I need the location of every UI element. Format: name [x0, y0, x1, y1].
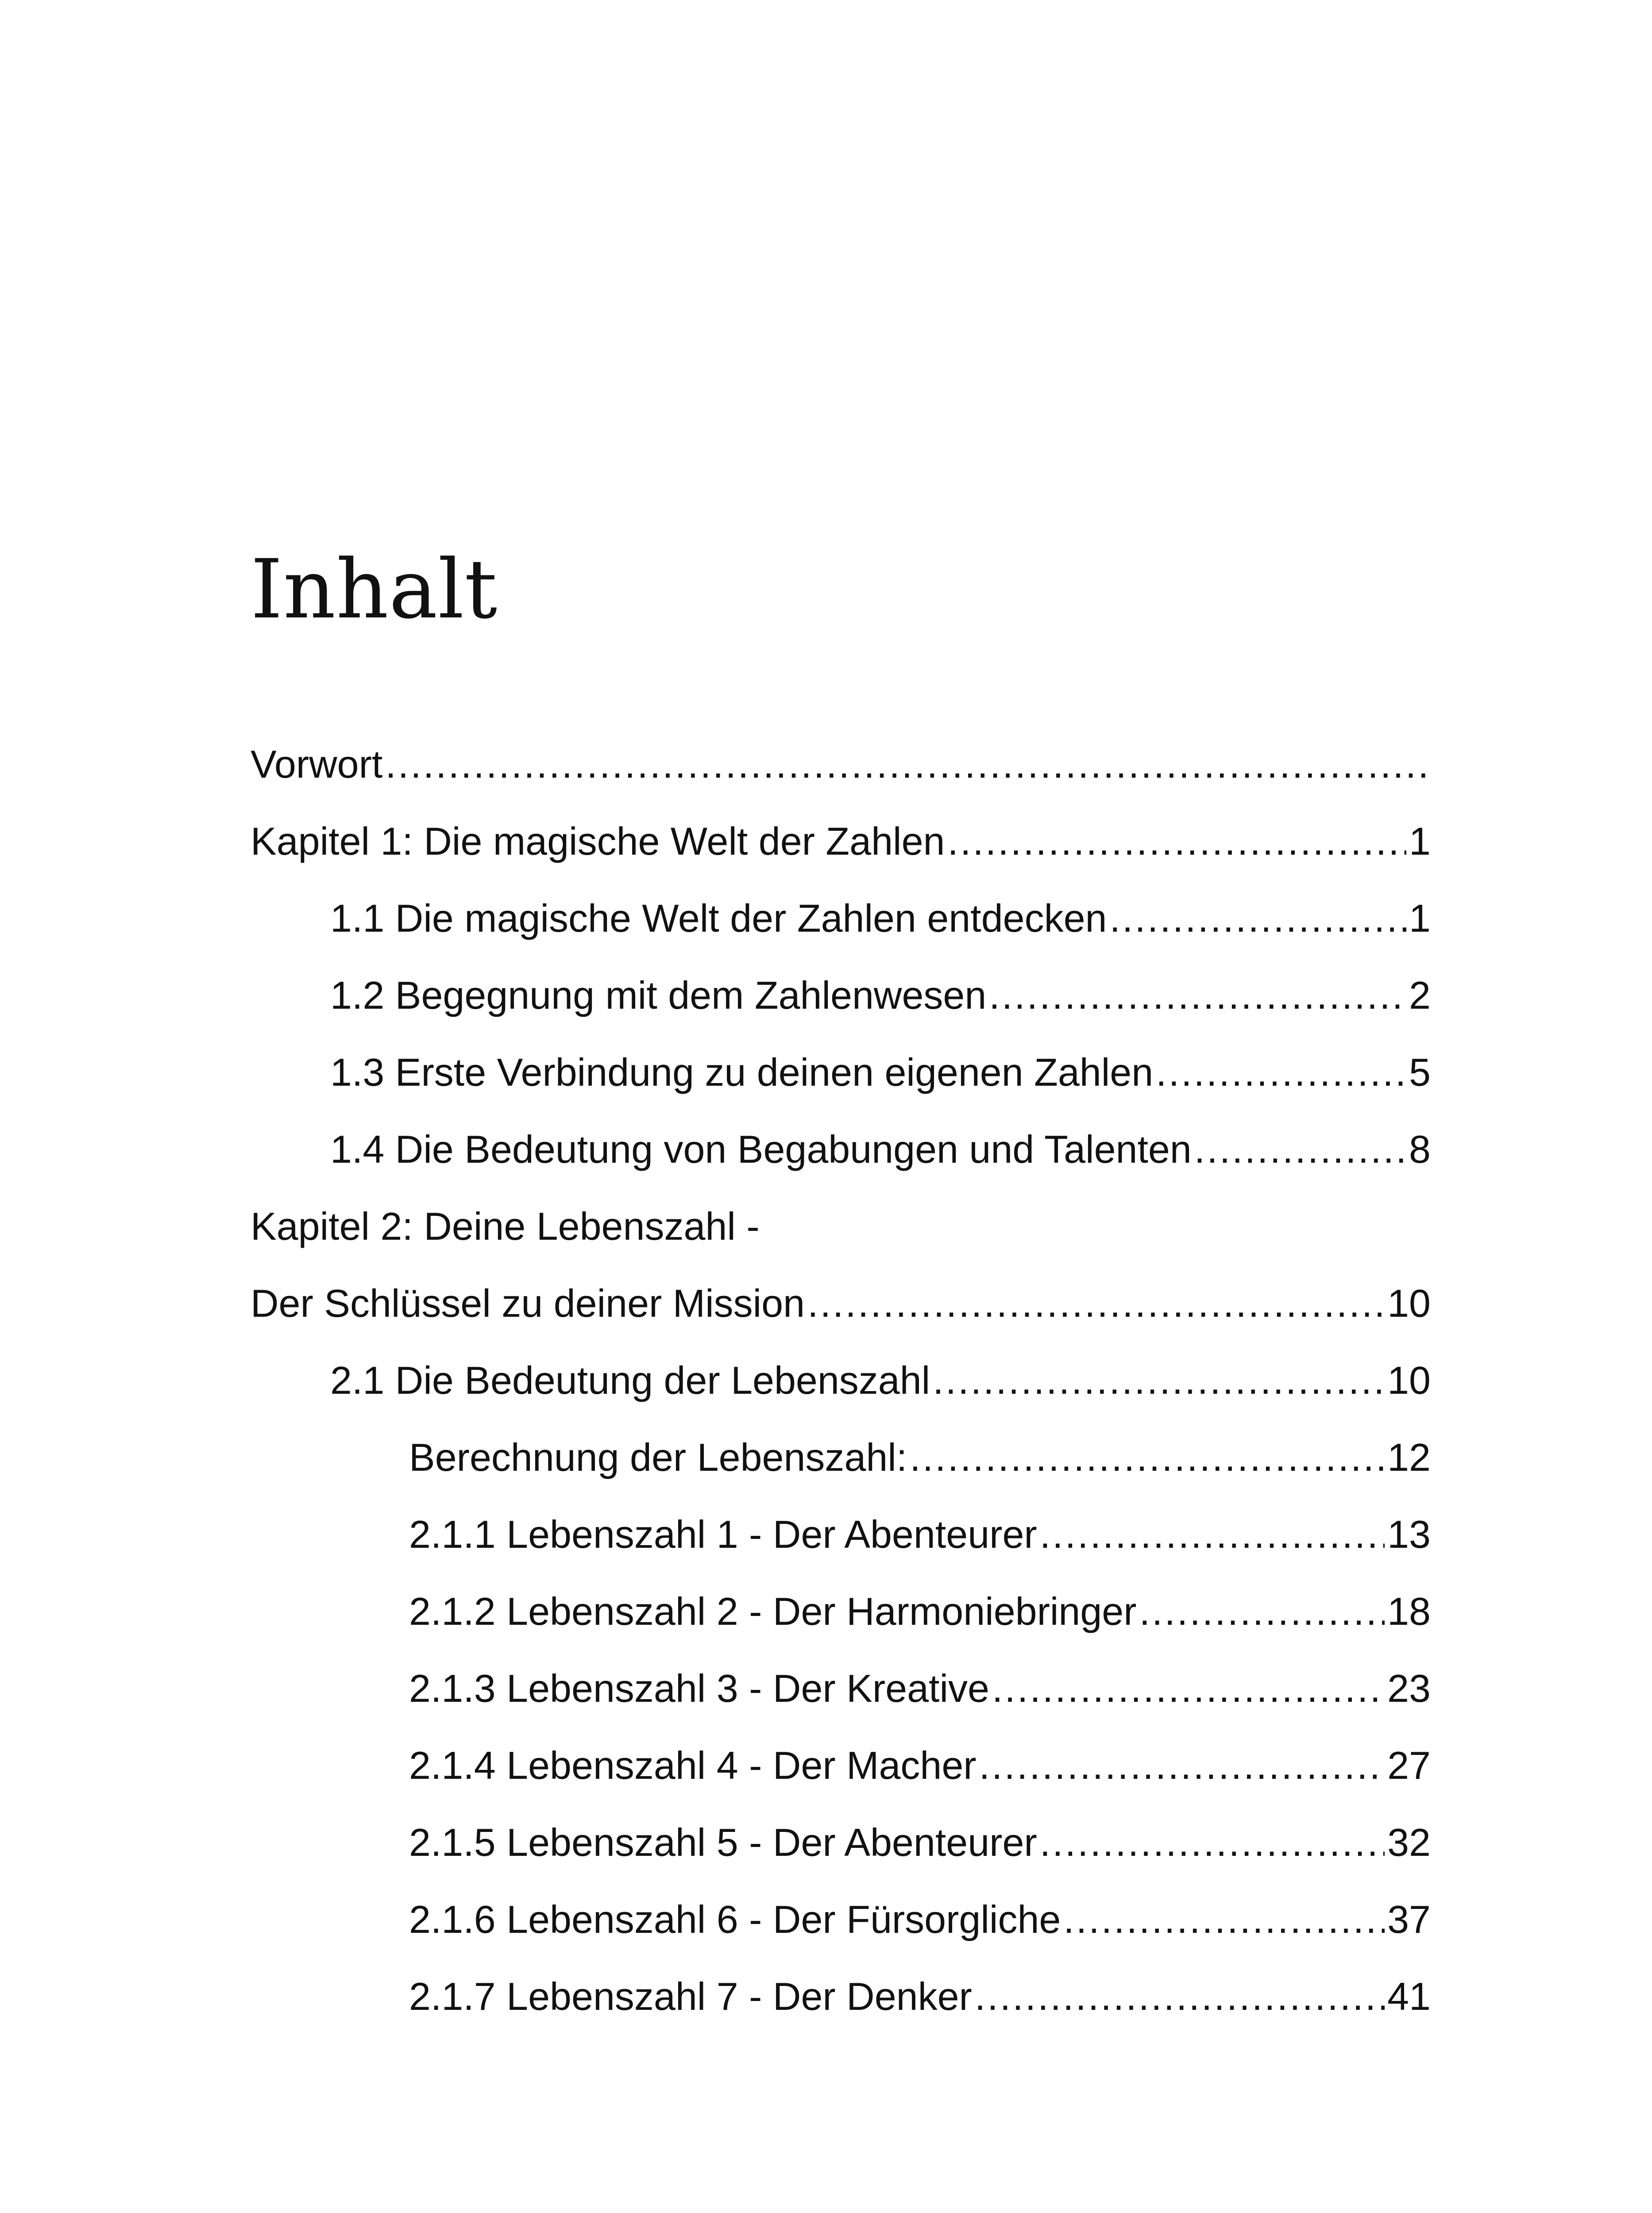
toc-page-number: 23 — [1387, 1666, 1431, 1710]
table-of-contents — [251, 726, 1431, 2035]
toc-entry-text: 1.1 Die magische Welt der Zahlen entdecken — [330, 896, 1107, 940]
toc-entry-2-1-6[interactable] — [251, 1881, 1431, 1958]
toc-page-number: 12 — [1387, 1435, 1431, 1479]
toc-page-number: 41 — [1387, 1974, 1431, 2018]
toc-entry-text: 2.1.7 Lebenszahl 7 - Der Denker — [409, 1974, 972, 2018]
dot-leader — [979, 1727, 1385, 1804]
toc-page-number: 10 — [1387, 1358, 1431, 1402]
dot-leader — [1109, 880, 1406, 957]
dot-leader — [975, 1958, 1385, 2035]
toc-page-number: 2 — [1409, 973, 1431, 1017]
toc-entry-1-3[interactable] — [251, 1034, 1431, 1111]
toc-entry-text: 1.4 Die Bedeutung von Begabungen und Talenten — [330, 1127, 1192, 1171]
toc-entry-text: Berechnung der Lebenszahl: — [409, 1435, 907, 1479]
toc-entry-berechnung[interactable] — [251, 1419, 1431, 1496]
toc-entry-text: 2.1.3 Lebenszahl 3 - Der Kreative — [409, 1666, 989, 1710]
dot-leader — [1156, 1034, 1406, 1111]
dot-leader — [1063, 1881, 1385, 1958]
toc-entry-kapitel-2[interactable] — [251, 1188, 1431, 1342]
toc-entry-text: 2.1 Die Bedeutung der Lebenszahl — [330, 1358, 930, 1402]
toc-entry-text: 2.1.6 Lebenszahl 6 - Der Fürsorgliche — [409, 1897, 1061, 1941]
dot-leader — [807, 1265, 1385, 1342]
dot-leader — [992, 1650, 1385, 1727]
toc-entry-text: Vorwort — [251, 742, 383, 786]
toc-entry-1-1[interactable] — [251, 880, 1431, 957]
toc-entry-2-1-3[interactable] — [251, 1650, 1431, 1727]
toc-entry-vorwort[interactable] — [251, 726, 1431, 803]
toc-entry-1-2[interactable] — [251, 957, 1431, 1034]
toc-entry-2-1-7[interactable] — [251, 1958, 1431, 2035]
dot-leader — [1194, 1111, 1406, 1188]
toc-page-number: 13 — [1387, 1512, 1431, 1556]
toc-page-number: 32 — [1387, 1820, 1431, 1864]
toc-page-number: 1 — [1409, 896, 1431, 940]
toc-page-number: 37 — [1387, 1897, 1431, 1941]
toc-page-number: 1 — [1409, 819, 1431, 863]
toc-entry-2-1-5[interactable] — [251, 1804, 1431, 1881]
toc-entry-text-line1: Kapitel 2: Deine Lebenszahl - — [251, 1204, 760, 1248]
dot-leader — [385, 726, 1428, 803]
toc-entry-text: 1.3 Erste Verbindung zu deinen eigenen Zahlen — [330, 1050, 1154, 1094]
dot-leader — [1040, 1804, 1385, 1881]
dot-leader — [933, 1342, 1385, 1419]
toc-entry-2-1-1[interactable] — [251, 1496, 1431, 1573]
toc-page-number: 10 — [1387, 1281, 1431, 1325]
toc-entry-text: 1.2 Begegnung mit dem Zahlenwesen — [330, 973, 987, 1017]
toc-entry-2-1-2[interactable] — [251, 1573, 1431, 1650]
toc-page-number: 27 — [1387, 1743, 1431, 1787]
toc-page-number: 18 — [1387, 1589, 1431, 1633]
dot-leader — [910, 1419, 1385, 1496]
dot-leader — [1040, 1496, 1385, 1573]
toc-entry-text: 2.1.4 Lebenszahl 4 - Der Macher — [409, 1743, 977, 1787]
toc-page-number: 8 — [1409, 1127, 1431, 1171]
dot-leader — [948, 803, 1407, 880]
toc-page-number: 5 — [1409, 1050, 1431, 1094]
page-title: Inhalt — [251, 542, 498, 637]
toc-entry-text: 2.1.2 Lebenszahl 2 - Der Harmoniebringer — [409, 1589, 1137, 1633]
toc-entry-text: Der Schlüssel zu deiner Mission — [251, 1281, 805, 1325]
toc-entry-1-4[interactable] — [251, 1111, 1431, 1188]
toc-entry-2-1[interactable] — [251, 1342, 1431, 1419]
dot-leader — [989, 957, 1406, 1034]
toc-entry-text: 2.1.5 Lebenszahl 5 - Der Abenteurer — [409, 1820, 1037, 1864]
toc-entry-kapitel-1[interactable] — [251, 803, 1431, 880]
toc-entry-text: Kapitel 1: Die magische Welt der Zahlen — [251, 819, 945, 863]
dot-leader — [1139, 1573, 1385, 1650]
toc-entry-text: 2.1.1 Lebenszahl 1 - Der Abenteurer — [409, 1512, 1037, 1556]
toc-entry-2-1-4[interactable] — [251, 1727, 1431, 1804]
